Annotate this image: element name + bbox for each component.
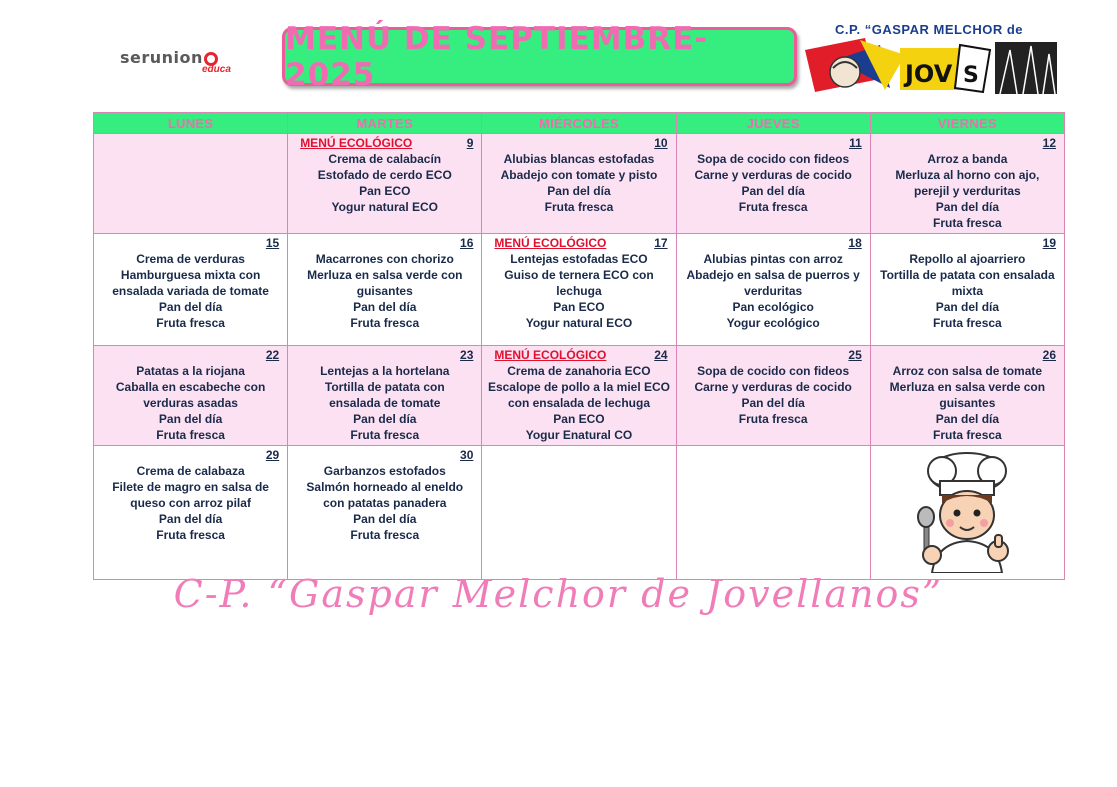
menu-dish: Fruta fresca xyxy=(156,428,225,442)
day-cell xyxy=(870,234,1064,346)
menu-dish: verduritas xyxy=(744,284,803,298)
menu-dish: Merluza en salsa verde con xyxy=(889,380,1046,394)
day-number xyxy=(98,348,283,363)
day-number xyxy=(292,236,477,251)
weekday-header-viernes: VIERNES xyxy=(870,113,1064,134)
menu-dish: Yogur natural ECO xyxy=(331,200,438,214)
day-number xyxy=(486,348,671,363)
day-cell xyxy=(482,234,676,346)
day-number xyxy=(292,136,477,151)
day-number-text: 26 xyxy=(1042,348,1056,362)
day-number-text: 19 xyxy=(1042,236,1056,250)
day-cell xyxy=(94,234,288,346)
menu-dish: Lentejas estofadas ECO xyxy=(510,252,648,266)
day-number-text: 24 xyxy=(654,348,668,362)
day-number-text: 18 xyxy=(848,236,862,250)
menu-dish: Pan ECO xyxy=(553,300,605,314)
menu-calendar-table xyxy=(93,112,1065,580)
day-cell xyxy=(288,346,482,446)
day-number xyxy=(875,348,1060,363)
menu-dish: Estofado de cerdo ECO xyxy=(317,168,452,182)
menu-dish: perejil y verduritas xyxy=(914,184,1021,198)
eco-menu-label: MENÚ ECOLÓGICO xyxy=(494,348,607,362)
chef-icon xyxy=(912,451,1022,573)
day-number xyxy=(875,136,1060,151)
weekday-header-lunes: LUNES xyxy=(94,113,288,134)
day-cell xyxy=(288,134,482,234)
day-number-text: 12 xyxy=(1042,136,1056,150)
menu-dish: guisantes xyxy=(356,284,413,298)
menu-dish: Pan del día xyxy=(935,200,1000,214)
menu-dish: Pan del día xyxy=(158,300,223,314)
menu-dish: Caballa en escabeche con xyxy=(115,380,266,394)
menu-dish: Fruta fresca xyxy=(933,316,1002,330)
day-number-text: 23 xyxy=(460,348,474,362)
serunion-sub-text: educa xyxy=(202,64,231,75)
menu-dish: guisantes xyxy=(939,396,996,410)
week-row xyxy=(94,234,1065,346)
day-number-text: 9 xyxy=(466,136,474,150)
day-number-text: 29 xyxy=(265,448,280,462)
menu-dish: ensalada variada de tomate xyxy=(112,284,269,298)
menu-dish: Guiso de ternera ECO con lechuga xyxy=(504,268,654,298)
day-number xyxy=(875,448,1060,463)
menu-dish: Escalope de pollo a la miel ECO xyxy=(487,380,670,394)
menu-dish: Fruta fresca xyxy=(350,316,420,330)
menu-dish: Carne y verduras de cocido xyxy=(694,168,852,182)
menu-dish: Fruta fresca xyxy=(933,216,1002,230)
menu-dish: Hamburguesa mixta con xyxy=(120,268,261,282)
menu-dish: Carne y verduras de cocido xyxy=(694,380,852,394)
menu-dish: con ensalada de lechuga xyxy=(507,396,650,410)
day-number-text: 11 xyxy=(849,136,862,150)
menu-dish: Tortilla de patata con xyxy=(324,380,445,394)
page-title: MENÚ DE SEPTIEMBRE-2025 xyxy=(285,20,709,93)
day-cell xyxy=(870,346,1064,446)
menu-dish: Fruta fresca xyxy=(933,428,1002,442)
menu-dish: Pan del día xyxy=(741,184,805,198)
menu-dish: Pan del día xyxy=(547,184,611,198)
day-cell xyxy=(94,446,288,580)
menu-dish: Pan del día xyxy=(353,412,417,426)
day-number xyxy=(486,236,671,251)
menu-dish: Pan del día xyxy=(353,512,417,526)
menu-dish: Garbanzos estofados xyxy=(323,464,446,478)
day-cell xyxy=(676,134,870,234)
eco-menu-label: MENÚ ECOLÓGICO xyxy=(494,236,607,250)
week-row xyxy=(94,346,1065,446)
chef-illustration xyxy=(875,451,1060,577)
day-cell xyxy=(288,234,482,346)
menu-dish: Merluza en salsa verde con xyxy=(307,268,463,282)
day-cell xyxy=(94,134,288,234)
day-number xyxy=(486,136,671,151)
menu-dish: Alubias pintas con arroz xyxy=(703,252,843,266)
menu-dish: Patatas a la riojana xyxy=(136,364,245,378)
day-cell xyxy=(288,446,482,580)
menu-dish: Salmón horneado al eneldo xyxy=(306,480,464,494)
weekday-header-jueves: JUEVES xyxy=(676,113,870,134)
svg-text:JOV: JOV xyxy=(905,60,953,88)
day-number-text: 22 xyxy=(265,348,280,362)
menu-dish: Tortilla de patata con ensalada xyxy=(880,268,1055,282)
menu-dish: Pan del día xyxy=(935,412,1000,426)
menu-dish: ensalada de tomate xyxy=(329,396,441,410)
menu-dish: verduras asadas xyxy=(143,396,238,410)
menu-dish: Lentejas a la hortelana xyxy=(320,364,450,378)
day-cell xyxy=(870,446,1064,580)
menu-dish: Pan del día xyxy=(741,396,805,410)
menu-dish: Pan del día xyxy=(935,300,1000,314)
menu-dish: Yogur ecológico xyxy=(726,316,820,330)
day-number xyxy=(681,448,866,463)
menu-dish: Macarrones con chorizo xyxy=(315,252,454,266)
day-number xyxy=(98,236,283,251)
day-number xyxy=(292,448,477,463)
menu-dish: queso con arroz pilaf xyxy=(130,496,251,510)
menu-dish: Arroz a banda xyxy=(927,152,1008,166)
day-cell xyxy=(676,234,870,346)
weekday-header-row xyxy=(94,113,1065,134)
menu-dish: Fruta fresca xyxy=(156,316,225,330)
day-number-text: 17 xyxy=(654,236,668,250)
menu-dish: Crema de verduras xyxy=(136,252,245,266)
week-row xyxy=(94,134,1065,234)
serunion-logo xyxy=(120,48,231,78)
menu-dish: Pan ECO xyxy=(553,412,605,426)
eco-menu-label: MENÚ ECOLÓGICO xyxy=(300,136,413,150)
day-cell xyxy=(676,346,870,446)
menu-dish: Pan ecológico xyxy=(732,300,814,314)
menu-dish: Abadejo en salsa de puerros y xyxy=(686,268,860,282)
day-cell xyxy=(482,446,676,580)
school-logo-caption: C.P. “GASPAR MELCHOR de xyxy=(835,22,1023,37)
menu-dish: Alubias blancas estofadas xyxy=(503,152,655,166)
day-cell xyxy=(482,346,676,446)
menu-dish: Pan ECO xyxy=(359,184,411,198)
day-number-text: 10 xyxy=(654,136,668,150)
menu-dish: Merluza al horno con ajo, xyxy=(895,168,1040,182)
day-number xyxy=(875,236,1060,251)
day-number-text: 30 xyxy=(460,448,474,462)
day-number-text: 25 xyxy=(848,348,862,362)
menu-dish: Pan del día xyxy=(158,412,223,426)
title-banner xyxy=(282,20,797,93)
menu-dish: Crema de calabaza xyxy=(136,464,245,478)
menu-dish: Repollo al ajoarriero xyxy=(909,252,1026,266)
serunion-brand-text: serunion xyxy=(120,48,203,67)
menu-dish: Fruta fresca xyxy=(350,428,420,442)
menu-dish: Abadejo con tomate y pisto xyxy=(500,168,658,182)
weekday-header-martes: MARTES xyxy=(288,113,482,134)
school-logo-art-icon xyxy=(805,20,1065,100)
day-number-text: 15 xyxy=(265,236,280,250)
menu-dish: Pan del día xyxy=(353,300,417,314)
menu-dish: Crema de zanahoria ECO xyxy=(507,364,651,378)
menu-dish: con patatas panadera xyxy=(323,496,447,510)
menu-dish: Fruta fresca xyxy=(156,528,225,542)
menu-dish: Filete de magro en salsa de xyxy=(112,480,269,494)
day-number xyxy=(98,136,283,151)
menu-dish: Arroz con salsa de tomate xyxy=(892,364,1043,378)
svg-text:S: S xyxy=(963,63,979,88)
day-cell xyxy=(676,446,870,580)
menu-dish: Crema de calabacín xyxy=(328,152,442,166)
menu-dish: Yogur natural ECO xyxy=(525,316,633,330)
menu-dish: Fruta fresca xyxy=(738,200,808,214)
menu-dish: Pan del día xyxy=(158,512,223,526)
day-number xyxy=(292,348,477,363)
menu-dish: Fruta fresca xyxy=(544,200,614,214)
menu-dish: mixta xyxy=(951,284,984,298)
menu-dish: Yogur Enatural CO xyxy=(525,428,633,442)
weekday-header-miercoles: MIÉRCOLES xyxy=(482,113,676,134)
day-cell xyxy=(482,134,676,234)
day-number xyxy=(681,348,866,363)
menu-dish: Fruta fresca xyxy=(350,528,420,542)
day-number-text: 16 xyxy=(460,236,474,250)
school-logo xyxy=(805,20,1065,100)
day-number xyxy=(681,236,866,251)
day-number xyxy=(486,448,671,463)
week-row xyxy=(94,446,1065,580)
day-cell xyxy=(94,346,288,446)
menu-dish: Fruta fresca xyxy=(738,412,808,426)
menu-dish: Sopa de cocido con fideos xyxy=(697,364,850,378)
menu-dish: Sopa de cocido con fideos xyxy=(697,152,850,166)
day-number xyxy=(681,136,866,151)
day-cell xyxy=(870,134,1064,234)
day-number xyxy=(98,448,283,463)
school-name-footer: C-P. “Gaspar Melchor de Jovellanos” xyxy=(173,572,944,616)
